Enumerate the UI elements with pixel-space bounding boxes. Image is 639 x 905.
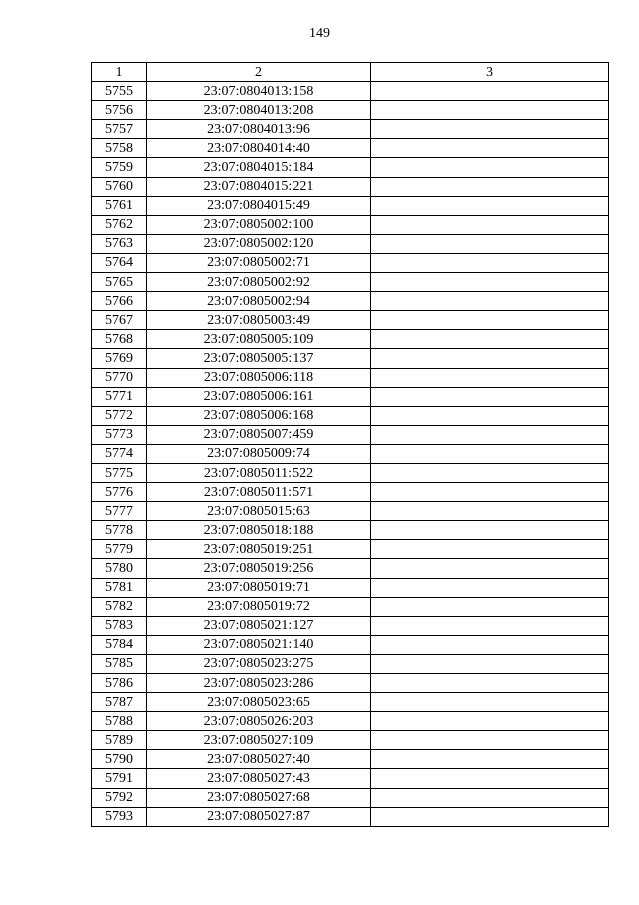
cadastral-number-cell: 23:07:0805021:140 (147, 635, 371, 654)
note-cell (371, 578, 609, 597)
table-row (92, 311, 609, 330)
table-row (92, 559, 609, 578)
table-row (92, 788, 609, 807)
row-number-cell: 5761 (92, 196, 147, 215)
cadastral-number-cell: 23:07:0805002:94 (147, 292, 371, 311)
cadastral-number-cell: 23:07:0805019:251 (147, 540, 371, 559)
table-row (92, 368, 609, 387)
table-row (92, 215, 609, 234)
note-cell (371, 120, 609, 139)
cadastral-number-cell: 23:07:0804015:49 (147, 196, 371, 215)
note-cell (371, 731, 609, 750)
cadastral-number-cell: 23:07:0805002:92 (147, 273, 371, 292)
row-number-cell: 5763 (92, 234, 147, 253)
row-number-cell: 5787 (92, 693, 147, 712)
note-cell (371, 349, 609, 368)
table-row (92, 425, 609, 444)
table-row (92, 177, 609, 196)
note-cell (371, 273, 609, 292)
header-row (92, 63, 609, 82)
table-body (92, 82, 609, 827)
row-number-cell: 5756 (92, 101, 147, 120)
table-row (92, 540, 609, 559)
table-row (92, 82, 609, 101)
note-cell (371, 750, 609, 769)
cadastral-number-cell: 23:07:0804014:40 (147, 139, 371, 158)
cadastral-number-cell: 23:07:0805019:72 (147, 597, 371, 616)
row-number-cell: 5793 (92, 807, 147, 826)
table-row (92, 731, 609, 750)
table-row (92, 101, 609, 120)
row-number-cell: 5765 (92, 273, 147, 292)
cadastral-number-cell: 23:07:0805006:118 (147, 368, 371, 387)
page-number: 149 (309, 26, 330, 41)
note-cell (371, 158, 609, 177)
cadastral-number-cell: 23:07:0804015:184 (147, 158, 371, 177)
row-number-cell: 5784 (92, 635, 147, 654)
cadastral-number-cell: 23:07:0805023:286 (147, 674, 371, 693)
cadastral-number-cell: 23:07:0805005:137 (147, 349, 371, 368)
note-cell (371, 330, 609, 349)
cadastral-number-cell: 23:07:0805011:522 (147, 463, 371, 482)
note-cell (371, 769, 609, 788)
note-cell (371, 387, 609, 406)
table-row (92, 616, 609, 635)
table-row (92, 406, 609, 425)
note-cell (371, 502, 609, 521)
note-cell (371, 139, 609, 158)
cadastral-number-cell: 23:07:0805002:120 (147, 234, 371, 253)
note-cell (371, 807, 609, 826)
table-row (92, 502, 609, 521)
row-number-cell: 5788 (92, 712, 147, 731)
cadastral-number-cell: 23:07:0805023:275 (147, 654, 371, 673)
row-number-cell: 5790 (92, 750, 147, 769)
cadastral-number-cell: 23:07:0804013:208 (147, 101, 371, 120)
cadastral-number-cell: 23:07:0805002:100 (147, 215, 371, 234)
note-cell (371, 82, 609, 101)
row-number-cell: 5757 (92, 120, 147, 139)
row-number-cell: 5777 (92, 502, 147, 521)
note-cell (371, 559, 609, 578)
cadastral-number-cell: 23:07:0805003:49 (147, 311, 371, 330)
row-number-cell: 5786 (92, 674, 147, 693)
note-cell (371, 635, 609, 654)
cadastral-number-cell: 23:07:0805023:65 (147, 693, 371, 712)
note-cell (371, 425, 609, 444)
cadastral-number-cell: 23:07:0805019:256 (147, 559, 371, 578)
table-row (92, 521, 609, 540)
row-number-cell: 5772 (92, 406, 147, 425)
note-cell (371, 406, 609, 425)
row-number-cell: 5780 (92, 559, 147, 578)
table-row (92, 292, 609, 311)
row-number-cell: 5781 (92, 578, 147, 597)
table-row (92, 349, 609, 368)
note-cell (371, 444, 609, 463)
row-number-cell: 5789 (92, 731, 147, 750)
cadastral-number-cell: 23:07:0805002:71 (147, 253, 371, 272)
note-cell (371, 177, 609, 196)
row-number-cell: 5783 (92, 616, 147, 635)
note-cell (371, 654, 609, 673)
note-cell (371, 101, 609, 120)
cadastral-number-cell: 23:07:0805007:459 (147, 425, 371, 444)
table-row (92, 635, 609, 654)
note-cell (371, 521, 609, 540)
row-number-cell: 5773 (92, 425, 147, 444)
cadastral-number-cell: 23:07:0805021:127 (147, 616, 371, 635)
note-cell (371, 483, 609, 502)
table-row (92, 387, 609, 406)
table-row (92, 578, 609, 597)
row-number-cell: 5774 (92, 444, 147, 463)
row-number-cell: 5759 (92, 158, 147, 177)
cadastral-number-cell: 23:07:0804015:221 (147, 177, 371, 196)
note-cell (371, 196, 609, 215)
table-row (92, 253, 609, 272)
cadastral-number-cell: 23:07:0805006:161 (147, 387, 371, 406)
cadastral-number-cell: 23:07:0805027:40 (147, 750, 371, 769)
column-header-2: 2 (147, 63, 371, 82)
table-row (92, 463, 609, 482)
note-cell (371, 693, 609, 712)
row-number-cell: 5770 (92, 368, 147, 387)
table-row (92, 654, 609, 673)
note-cell (371, 788, 609, 807)
table-row (92, 444, 609, 463)
note-cell (371, 463, 609, 482)
row-number-cell: 5764 (92, 253, 147, 272)
table-row (92, 158, 609, 177)
cadastral-number-cell: 23:07:0805011:571 (147, 483, 371, 502)
cadastral-number-cell: 23:07:0804013:158 (147, 82, 371, 101)
table-row (92, 597, 609, 616)
table-row (92, 196, 609, 215)
table-header (92, 63, 609, 82)
row-number-cell: 5769 (92, 349, 147, 368)
row-number-cell: 5758 (92, 139, 147, 158)
row-number-cell: 5760 (92, 177, 147, 196)
note-cell (371, 540, 609, 559)
table-row (92, 693, 609, 712)
cadastral-number-cell: 23:07:0805019:71 (147, 578, 371, 597)
table-row (92, 330, 609, 349)
cadastral-number-cell: 23:07:0805005:109 (147, 330, 371, 349)
column-header-1: 1 (92, 63, 147, 82)
row-number-cell: 5776 (92, 483, 147, 502)
row-number-cell: 5792 (92, 788, 147, 807)
note-cell (371, 253, 609, 272)
table-row (92, 483, 609, 502)
row-number-cell: 5782 (92, 597, 147, 616)
note-cell (371, 311, 609, 330)
cadastral-number-cell: 23:07:0805027:43 (147, 769, 371, 788)
note-cell (371, 712, 609, 731)
row-number-cell: 5778 (92, 521, 147, 540)
cadastral-number-cell: 23:07:0805015:63 (147, 502, 371, 521)
row-number-cell: 5775 (92, 463, 147, 482)
note-cell (371, 234, 609, 253)
note-cell (371, 674, 609, 693)
row-number-cell: 5762 (92, 215, 147, 234)
cadastral-number-cell: 23:07:0805027:87 (147, 807, 371, 826)
table-row (92, 769, 609, 788)
column-header-3: 3 (371, 63, 609, 82)
cadastral-number-cell: 23:07:0805018:188 (147, 521, 371, 540)
row-number-cell: 5785 (92, 654, 147, 673)
cadastral-number-cell: 23:07:0805027:109 (147, 731, 371, 750)
row-number-cell: 5767 (92, 311, 147, 330)
cadastral-number-cell: 23:07:0805006:168 (147, 406, 371, 425)
row-number-cell: 5779 (92, 540, 147, 559)
note-cell (371, 215, 609, 234)
table-row (92, 712, 609, 731)
note-cell (371, 368, 609, 387)
note-cell (371, 616, 609, 635)
cadastral-number-cell: 23:07:0805026:203 (147, 712, 371, 731)
cadastral-number-cell: 23:07:0805027:68 (147, 788, 371, 807)
row-number-cell: 5791 (92, 769, 147, 788)
table-row (92, 750, 609, 769)
cadastral-number-cell: 23:07:0805009:74 (147, 444, 371, 463)
registry-table (91, 62, 609, 827)
table-row (92, 807, 609, 826)
row-number-cell: 5766 (92, 292, 147, 311)
cadastral-number-cell: 23:07:0804013:96 (147, 120, 371, 139)
table-row (92, 234, 609, 253)
note-cell (371, 597, 609, 616)
table-row (92, 139, 609, 158)
note-cell (371, 292, 609, 311)
row-number-cell: 5768 (92, 330, 147, 349)
table-row (92, 273, 609, 292)
row-number-cell: 5771 (92, 387, 147, 406)
table-row (92, 120, 609, 139)
table-row (92, 674, 609, 693)
row-number-cell: 5755 (92, 82, 147, 101)
